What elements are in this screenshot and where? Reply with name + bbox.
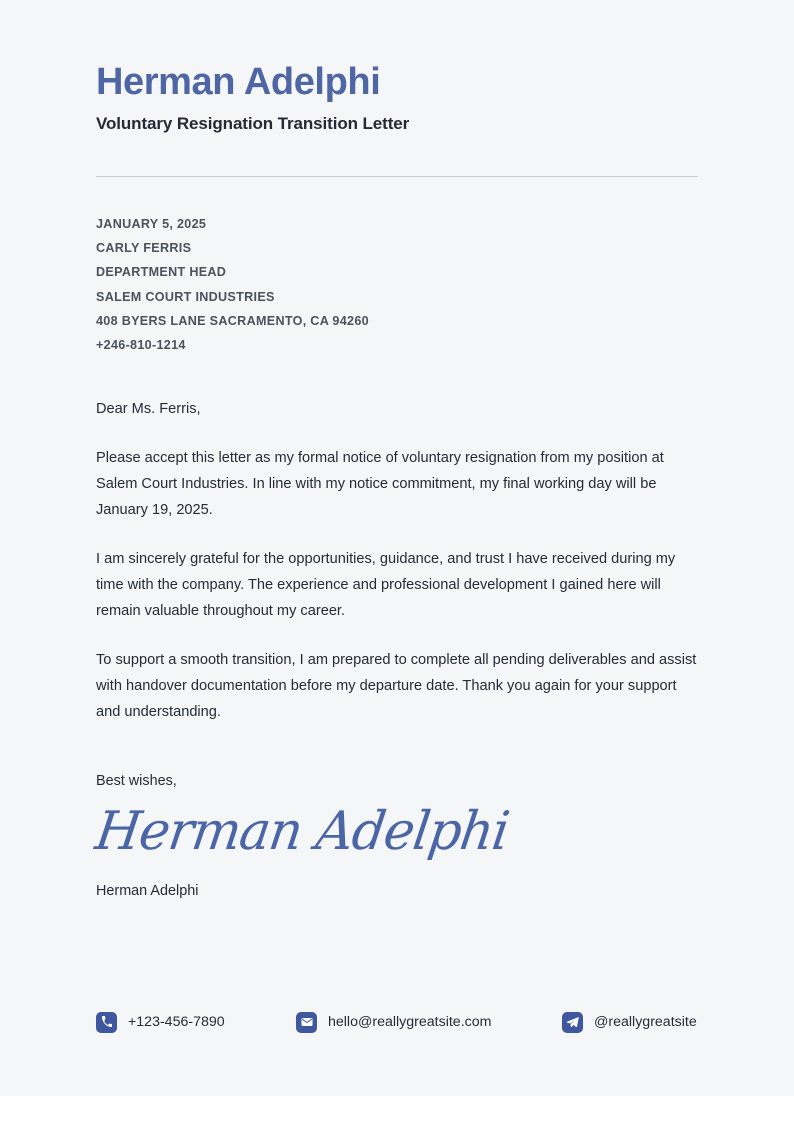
salutation: Dear Ms. Ferris, [96,401,201,418]
paper-plane-icon [562,1012,583,1033]
recipient-line-phone: +246-810-1214 [96,338,186,353]
recipient-line-role: DEPARTMENT HEAD [96,265,227,280]
recipient-line-date: JANUARY 5, 2025 [96,217,207,231]
envelope-icon [296,1012,317,1033]
footer-contact-bar [96,1007,698,1037]
phone-icon [96,1012,117,1033]
signer-name: Herman Adelphi [96,883,199,900]
recipient-line-address: 408 BYERS LANE SACRAMENTO, CA 94260 [96,313,369,328]
page-title: Herman Adelphi [96,61,381,103]
recipient-block [96,212,698,357]
valediction: Best wishes, [96,773,177,790]
recipient-line-name: CARLY FERRIS [96,241,192,256]
footer-item-email[interactable] [296,1007,491,1037]
footer-item-social[interactable] [562,1007,697,1037]
footer-item-phone[interactable] [96,1007,225,1037]
header-divider [96,176,698,177]
footer-phone-text: +123-456-7890 [128,1013,225,1030]
body-paragraph-1: Please accept this letter as my formal notice of voluntary resignation from my position at Salem Court Industries. In line with my notice commitment, my final working day will be January 19, 2025. [96,450,664,519]
footer-email-text: hello@reallygreatsite.com [328,1013,492,1030]
letter-content [91,0,698,902]
recipient-line-company: SALEM COURT INDUSTRIES [96,289,275,304]
body-paragraph-2: I am sincerely grateful for the opportunities, guidance, and trust I have received during my time with the company. The experience and professional development I gained here will remain valuable throughout my career. [96,551,676,620]
signature-script: Herman Adelphi [91,801,513,863]
page-subtitle: Voluntary Resignation Transition Letter [96,114,410,133]
footer-social-text: @reallygreatsite [594,1013,697,1030]
body-paragraph-3: To support a smooth transition, I am prepared to complete all pending deliverables and assist with handover documentation before my departure date. Thank you again for your support and understanding. [96,652,697,721]
